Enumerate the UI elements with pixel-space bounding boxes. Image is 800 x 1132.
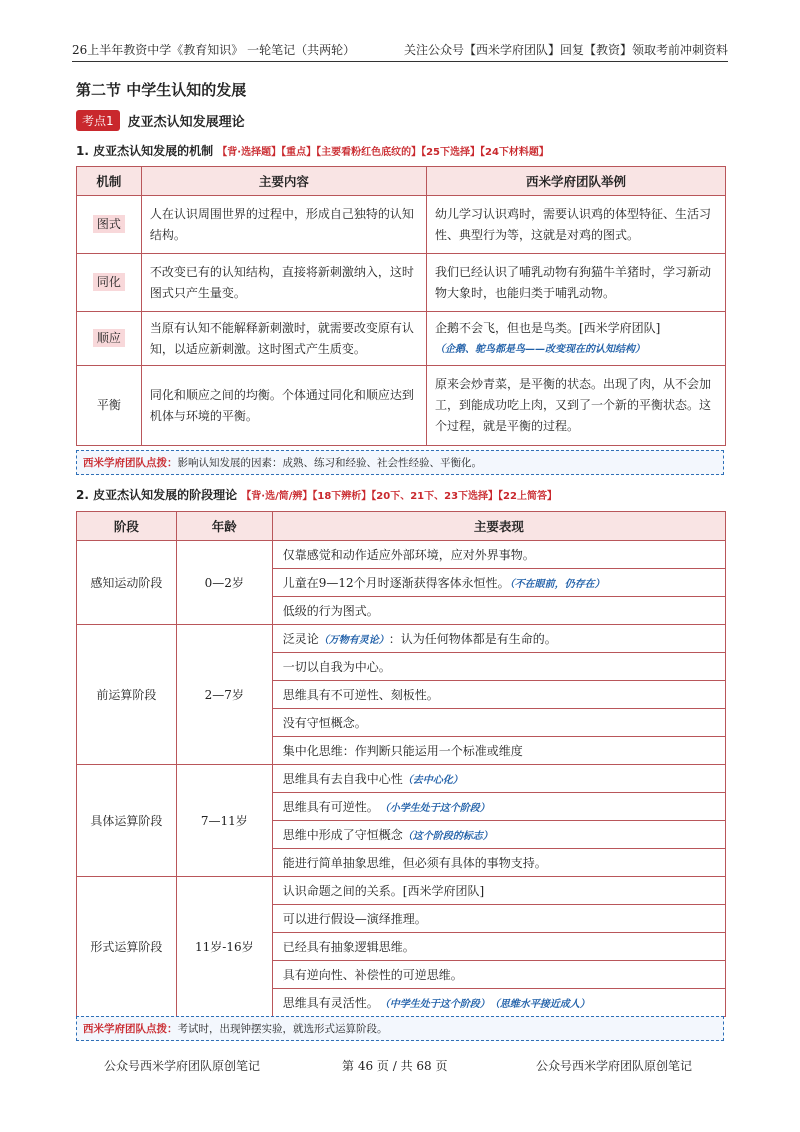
stage-item xyxy=(272,737,725,765)
mechanism-example-cell xyxy=(426,312,725,366)
mechanism-table xyxy=(76,166,726,446)
stage-item xyxy=(272,821,725,849)
callout-text: 影响认知发展的因素：成熟、练习和经验、社会性经验、平衡化。 xyxy=(177,457,482,469)
stage-item xyxy=(272,989,725,1017)
header-right: 关注公众号【西米学府团队】回复【教资】领取考前冲刺资料 xyxy=(403,43,728,57)
item-text: 一切以自我为中心。 xyxy=(282,660,391,674)
table-row xyxy=(77,765,726,793)
table-row xyxy=(77,877,726,905)
part2-heading xyxy=(76,486,557,503)
col-header: 主要表现 xyxy=(272,512,725,541)
part1-tags: 【背·选择题】【重点】【主要看粉红色底纹的】【25下选择】【24下材料题】 xyxy=(217,147,549,158)
item-note: （不在眼前，仍存在） xyxy=(509,579,605,590)
item-text: 思维具有不可逆性、刻板性。 xyxy=(282,688,439,702)
stage-item xyxy=(272,849,725,877)
stage-table xyxy=(76,511,726,1017)
tip-callout-2 xyxy=(76,1016,724,1041)
table-header-row xyxy=(77,512,726,541)
item-text: 能进行简单抽象思维，但必须有具体的事物支持。 xyxy=(282,856,547,870)
item-note: （中学生处于这个阶段） （思维水平接近成人） xyxy=(384,999,590,1010)
item-text: 儿童在9—12个月时逐渐获得客体永恒性。 xyxy=(282,576,510,590)
stage-item xyxy=(272,681,725,709)
mechanism-label: 图式 xyxy=(93,215,125,233)
callout-text: 考试时，出现钟摆实验，就选形式运算阶段。 xyxy=(177,1023,388,1035)
part1-heading xyxy=(76,142,549,159)
item-text: 具有逆向性、补偿性的可逆思维。 xyxy=(282,968,463,982)
item-note: （小学生处于这个阶段） xyxy=(384,803,490,814)
col-header: 机制 xyxy=(77,167,142,196)
page-header xyxy=(72,36,728,62)
stage-item xyxy=(272,877,725,905)
table-row xyxy=(77,366,726,446)
kaodian-heading xyxy=(76,110,245,131)
kaodian-title: 皮亚杰认知发展理论 xyxy=(127,115,245,130)
mechanism-label: 同化 xyxy=(93,273,125,291)
stage-name: 具体运算阶段 xyxy=(77,765,177,877)
col-header: 年龄 xyxy=(176,512,272,541)
section-title: 第二节 中学生认知的发展 xyxy=(76,81,247,99)
item-text: 低级的行为图式。 xyxy=(282,604,379,618)
mechanism-label: 平衡 xyxy=(77,366,142,446)
kaodian-badge: 考点1 xyxy=(76,110,120,131)
footer-left: 公众号西米学府团队原创笔记 xyxy=(104,1059,261,1073)
item-text: 仅靠感觉和动作适应外部环境，应对外界事物。 xyxy=(282,548,535,562)
table-header-row xyxy=(77,167,726,196)
item-text: 思维具有可逆性。 xyxy=(282,800,373,814)
stage-item xyxy=(272,961,725,989)
stage-name: 前运算阶段 xyxy=(77,625,177,765)
stage-item xyxy=(272,653,725,681)
mechanism-content: 人在认识周围世界的过程中，形成自己独特的认知结构。 xyxy=(141,196,426,254)
table-row xyxy=(77,254,726,312)
mechanism-example: 幼儿学习认识鸡时，需要认识鸡的体型特征、生活习性、典型行为等，这就是对鸡的图式。 xyxy=(426,196,725,254)
table-row xyxy=(77,196,726,254)
stage-age: 2—7岁 xyxy=(176,625,272,765)
item-note: （去中心化） xyxy=(402,775,463,786)
item-text: 思维具有去自我中心性 xyxy=(282,772,403,786)
item-text: 思维具有灵活性。 xyxy=(282,996,373,1010)
footer-right: 公众号西米学府团队原创笔记 xyxy=(536,1059,693,1073)
item-text: ：认为任何物体都是有生命的。 xyxy=(388,632,557,646)
mechanism-example: 我们已经认识了哺乳动物有狗猫牛羊猪时，学习新动物大象时，也能归类于哺乳动物。 xyxy=(426,254,725,312)
item-text: 可以进行假设—演绎推理。 xyxy=(282,912,427,926)
mechanism-example: 原来会炒青菜，是平衡的状态。出现了肉，从不会加工，到能成功吃上肉，又到了一个新的平衡状态。这个过程，就是平衡的过程。 xyxy=(426,366,725,446)
tip-callout-1 xyxy=(76,450,724,475)
header-left: 26上半年教资中学《教育知识》 一轮笔记（共两轮） xyxy=(72,43,356,57)
mechanism-note: （企鹅、鸵鸟都是鸟——改变现在的认知结构） xyxy=(434,343,645,355)
item-text: 已经具有抽象逻辑思维。 xyxy=(282,940,415,954)
page-number: 第 46 页 / 共 68 页 xyxy=(342,1059,448,1073)
col-header: 西米学府团队举例 xyxy=(426,167,725,196)
item-text: 泛灵论 xyxy=(282,632,319,646)
item-text: 思维中形成了守恒概念 xyxy=(282,828,403,842)
table-row xyxy=(77,625,726,653)
mechanism-example: 企鹅不会飞，但也是鸟类。[西米学府团队] xyxy=(434,320,661,335)
item-text: 集中化思维：作判断只能运用一个标准或维度 xyxy=(282,744,523,758)
col-header: 阶段 xyxy=(77,512,177,541)
stage-item xyxy=(272,933,725,961)
mechanism-content: 同化和顺应之间的均衡。个体通过同化和顺应达到机体与环境的平衡。 xyxy=(141,366,426,446)
stage-age: 7—11岁 xyxy=(176,765,272,877)
item-text: 没有守恒概念。 xyxy=(282,716,367,730)
stage-item xyxy=(272,597,725,625)
item-text: 认识命题之间的关系。[西米学府团队] xyxy=(282,884,485,898)
callout-lead: 西米学府团队点拨： xyxy=(83,1023,178,1035)
mechanism-content: 当原有认知不能解释新刺激时，就需要改变原有认知，以适应新刺激。这时图式产生质变。 xyxy=(141,312,426,366)
stage-name: 形式运算阶段 xyxy=(77,877,177,1017)
item-note: （万物有灵论） xyxy=(318,635,389,646)
col-header: 主要内容 xyxy=(141,167,426,196)
table-row xyxy=(77,312,726,366)
stage-item xyxy=(272,709,725,737)
stage-age: 0—2岁 xyxy=(176,541,272,625)
stage-name: 感知运动阶段 xyxy=(77,541,177,625)
stage-item xyxy=(272,569,725,597)
callout-lead: 西米学府团队点拨： xyxy=(83,457,178,469)
stage-item xyxy=(272,793,725,821)
stage-item xyxy=(272,765,725,793)
stage-item xyxy=(272,541,725,569)
stage-item xyxy=(272,905,725,933)
stage-age: 11岁-16岁 xyxy=(176,877,272,1017)
item-note: （这个阶段的标志） xyxy=(402,831,493,842)
mechanism-content: 不改变已有的认知结构，直接将新刺激纳入，这时图式只产生量变。 xyxy=(141,254,426,312)
mechanism-label: 顺应 xyxy=(93,329,125,347)
part1-heading-text: 1. 皮亚杰认知发展的机制 xyxy=(76,144,214,158)
table-row xyxy=(77,541,726,569)
part2-heading-text: 2. 皮亚杰认知发展的阶段理论 xyxy=(76,488,238,502)
part2-tags: 【背·选/简/辨】【18下辨析】【20下、21下、23下选择】【22上简答】 xyxy=(241,491,557,502)
stage-item xyxy=(272,625,725,653)
